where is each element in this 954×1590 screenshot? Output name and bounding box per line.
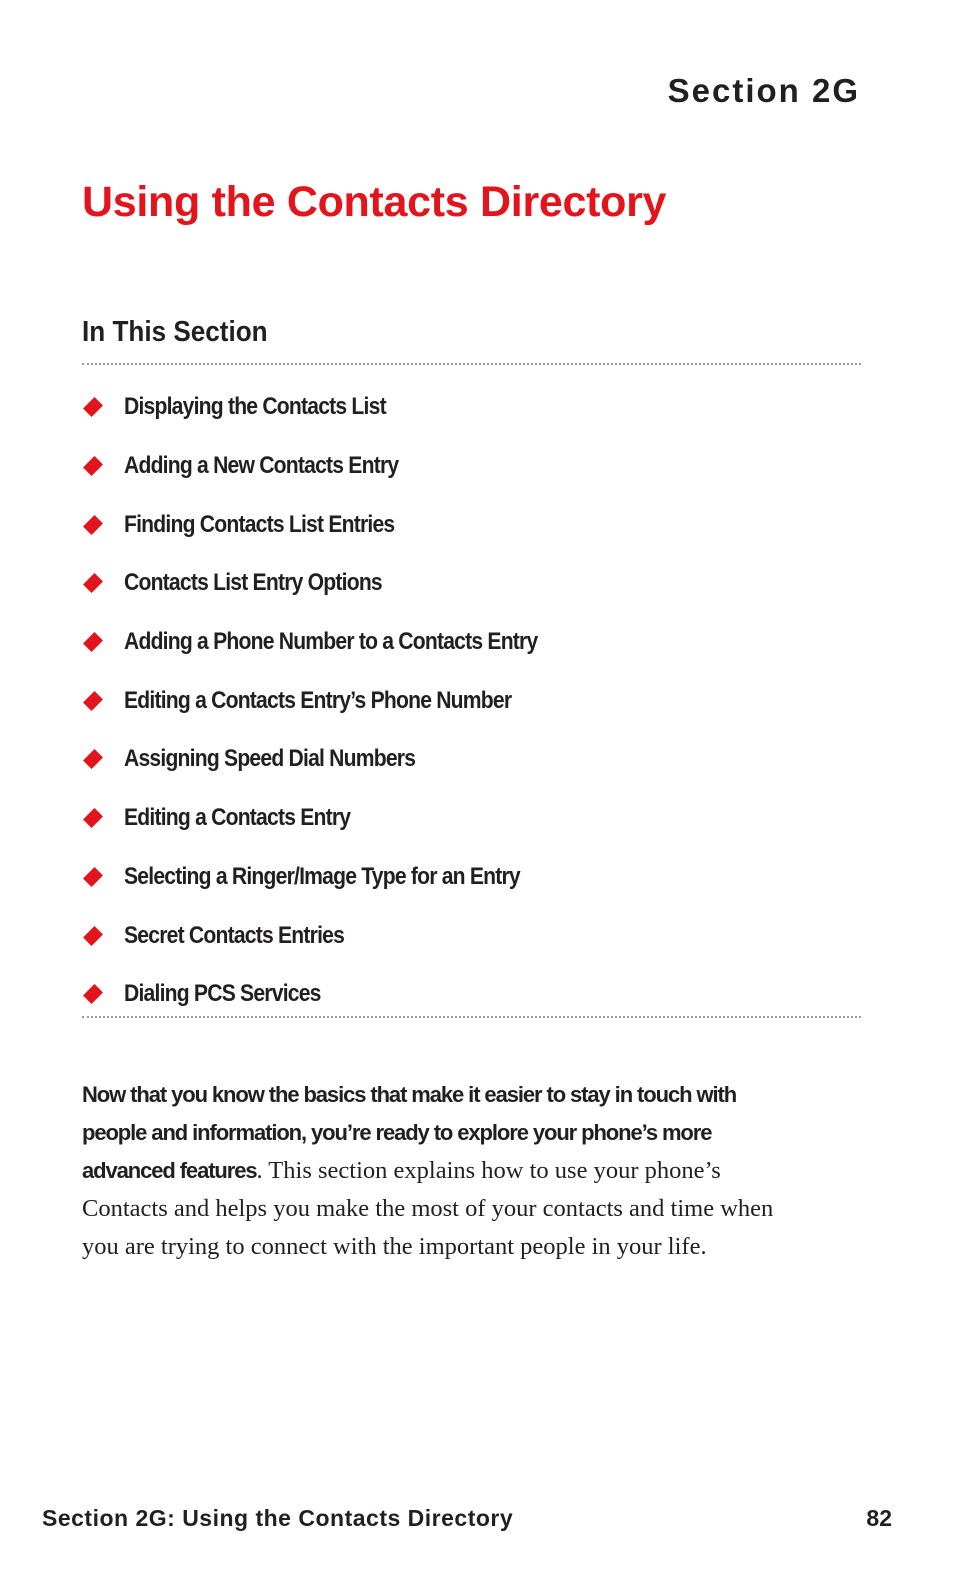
diamond-bullet-icon (83, 573, 103, 593)
topic-label: Contacts List Entry Options (124, 569, 382, 597)
intro-paragraph (82, 1076, 802, 1266)
list-item (82, 554, 594, 613)
diamond-bullet-icon (83, 691, 103, 711)
diamond-bullet-icon (83, 749, 103, 769)
chapter-title: Using the Contacts Directory (82, 178, 667, 226)
section-topic-list (82, 378, 594, 1024)
intro-lead-text: Now that you know the basics that make it easier to stay in touch with people and information, you’re ready to explore your phone’s more advanced features (82, 1082, 737, 1183)
topic-label: Editing a Contacts Entry (124, 804, 351, 832)
diamond-bullet-icon (83, 397, 103, 417)
diamond-bullet-icon (83, 456, 103, 476)
topic-label: Assigning Speed Dial Numbers (124, 745, 416, 773)
in-this-section-heading: In This Section (82, 316, 268, 348)
list-item (82, 613, 594, 672)
list-item (82, 848, 594, 907)
list-item (82, 671, 594, 730)
dotted-divider-bottom (82, 1016, 861, 1018)
list-item (82, 789, 594, 848)
diamond-bullet-icon (83, 515, 103, 535)
diamond-bullet-icon (83, 808, 103, 828)
topic-label: Adding a New Contacts Entry (124, 452, 399, 480)
topic-label: Adding a Phone Number to a Contacts Entry (124, 628, 538, 656)
list-item (82, 437, 594, 496)
diamond-bullet-icon (83, 926, 103, 946)
list-item (82, 965, 594, 1024)
topic-label: Secret Contacts Entries (124, 921, 345, 949)
list-item (82, 495, 594, 554)
topic-label: Displaying the Contacts List (124, 393, 386, 421)
diamond-bullet-icon (83, 867, 103, 887)
topic-label: Dialing PCS Services (124, 980, 321, 1008)
intro-body-text: . This section explains how to use your phone’s Contacts and helps you make the most of your contacts and time when you are trying to connect with the important people in your life. (82, 1157, 774, 1260)
section-label: Section 2G (667, 72, 860, 109)
dotted-divider-top (82, 363, 861, 365)
topic-label: Finding Contacts List Entries (124, 510, 395, 538)
topic-label: Editing a Contacts Entry’s Phone Number (124, 686, 512, 714)
diamond-bullet-icon (83, 984, 103, 1004)
list-item (82, 730, 594, 789)
topic-label: Selecting a Ringer/Image Type for an Entry (124, 862, 520, 890)
list-item (82, 906, 594, 965)
page-number: 82 (866, 1505, 892, 1531)
footer-running-title: Section 2G: Using the Contacts Directory (42, 1505, 514, 1531)
diamond-bullet-icon (83, 632, 103, 652)
list-item (82, 378, 594, 437)
